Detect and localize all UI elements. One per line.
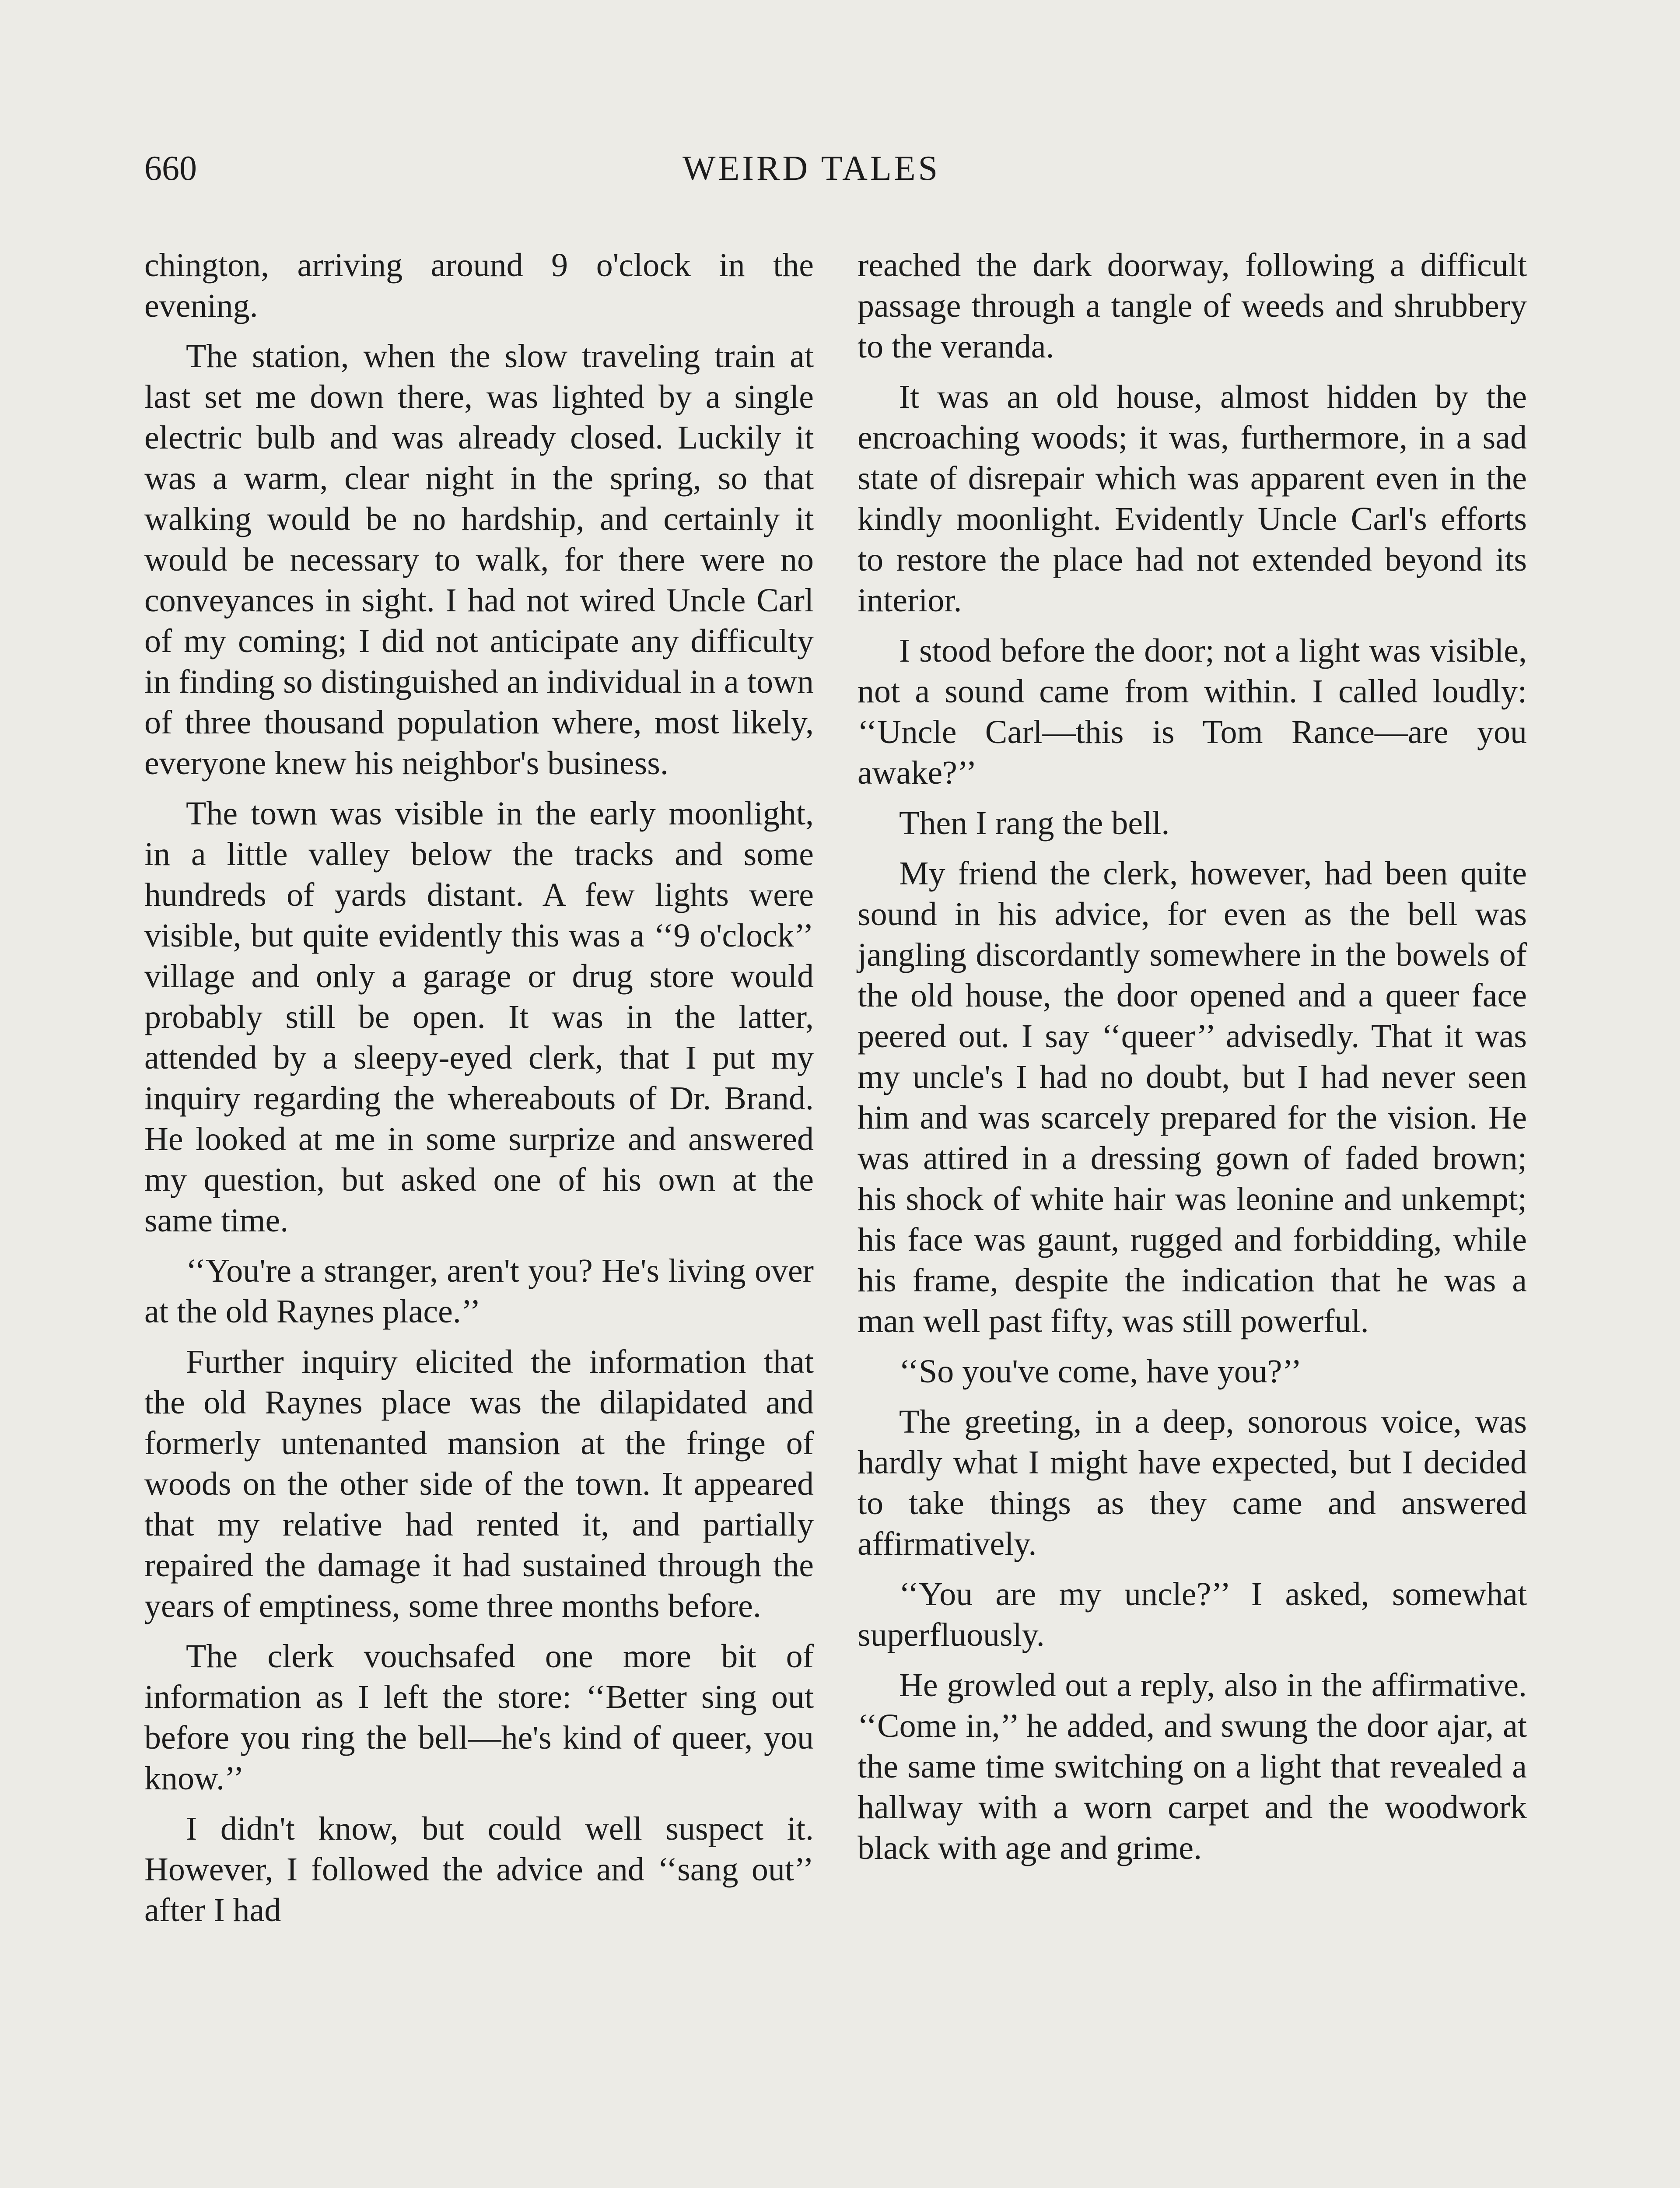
paragraph: My friend the clerk, however, had been quite sound in his advice, for even as the bell was jangling discordantly somewhere in the bowels of the old house, the door opened and a queer face peered out. I say ‘‘queer’’ advisedly. That it was my uncle's I had no doubt, but I had never seen him and was scarcely prepared for the vision. He was attired in a dressing gown of faded brown; his shock of white hair was leonine and unkempt; his face was gaunt, rugged and forbidding, while his frame, despite the indication that he was a man well past fifty, was still powerful. <box>858 855 1527 1339</box>
paragraph: The town was visible in the early moonlight, in a little valley below the tracks and some hundreds of yards distant. A few lights were visible, but quite evidently this was a ‘‘9 o'clock’’ village and only a garage or drug store would probably still be open. It was in the latter, attended by a sleepy-eyed clerk, that I put my inquiry regarding the whereabouts of Dr. Brand. He looked at me in some surprize and answered my question, but asked one of his own at the same time. <box>144 795 814 1239</box>
paragraph: The clerk vouchsafed one more bit of information as I left the store: ‘‘Better sing out before you ring the bell—he's kind of queer, you know.’’ <box>144 1638 814 1797</box>
magazine-title: WEIRD TALES <box>682 149 941 188</box>
paragraph: ‘‘You're a stranger, aren't you? He's living over at the old Raynes place.’’ <box>144 1252 814 1330</box>
paragraph: ‘‘So you've come, have you?’’ <box>899 1353 1302 1390</box>
paragraph: reached the dark doorway, following a difficult passage through a tangle of weeds and shrubbery to the veranda. <box>858 247 1527 365</box>
paragraph: The station, when the slow traveling train at last set me down there, was lighted by a single electric bulb and was already closed. Luckily it was a warm, clear night in the spring, so that walking would be no hardship, and certainly it would be necessary to walk, for there were no conveyances in sight. I had not wired Uncle Carl of my coming; I did not anticipate any difficulty in finding so distinguished an individual in a town of three thousand population where, most likely, everyone knew his neighbor's business. <box>144 338 814 782</box>
page-number: 660 <box>144 149 197 188</box>
paragraph: The greeting, in a deep, sonorous voice, was hardly what I might have expected, but I decided to take things as they came and answered affirmatively. <box>858 1403 1527 1562</box>
paragraph: ‘‘You are my uncle?’’ I asked, somewhat superfluously. <box>858 1576 1527 1653</box>
paragraph: I didn't know, but could well suspect it. However, I followed the advice and ‘‘sang out’’ after I had <box>144 1810 814 1929</box>
paragraph: It was an old house, almost hidden by the encroaching woods; it was, furthermore, in a sad state of disrepair which was apparent even in the kindly moonlight. Evidently Uncle Carl's efforts to restore the place had not extended beyond its interior. <box>858 379 1527 619</box>
paragraph: He growled out a reply, also in the affirmative. ‘‘Come in,’’ he added, and swung the door ajar, at the same time switching on a light that revealed a hallway with a worn carpet and the woodwork black with age and grime. <box>858 1667 1527 1866</box>
paragraph: chington, arriving around 9 o'clock in the evening. <box>144 247 814 324</box>
page-header <box>144 144 1531 197</box>
paragraph: Then I rang the bell. <box>899 805 1170 842</box>
paragraph: Further inquiry elicited the information that the old Raynes place was the dilapidated and formerly untenanted mansion at the fringe of woods on the other side of the town. It appeared that my relative had rented it, and partially repaired the damage it had sustained through the years of emptiness, some three months before. <box>144 1343 814 1624</box>
paragraph: I stood before the door; not a light was visible, not a sound came from within. I called loudly: ‘‘Uncle Carl—this is Tom Rance—are you awake?’’ <box>858 632 1527 791</box>
right-column <box>858 245 1527 1878</box>
left-column <box>144 245 814 1940</box>
